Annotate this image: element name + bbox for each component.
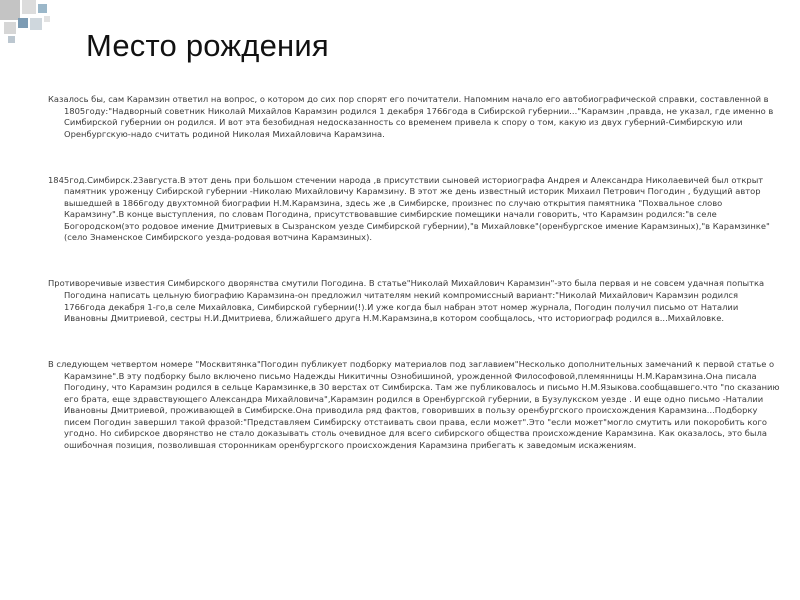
paragraph-1: Казалось бы, сам Карамзин ответил на вопрос, о котором до сих пор спорят его почитатели. Напомним начало его автобиографической справки, составленной в 1805году:"Надворный советник Николай Михайлов Карамзин родился 1 декабря 1766года в Сибирской губернии..."Карамзин ,правда, не указал, где именно в Симбирской губернии он родился. И вот эта безобидная недосказанность со временем привела к спору о том, какую из двух губерний-Симбирскую или Оренбургскую-надо считать родиной Николая Михайловича Карамзина. [48, 94, 774, 139]
decor-square-6 [30, 18, 42, 30]
decor-square-8 [44, 16, 50, 22]
paragraph-2: 1845год.Симбирск.23августа.В этот день при большом стечении народа ,в присутствии сыновей историографа Андрея и Александра Николаевичей был открыт памятник уроженцу Сибирской губернии -Николаю Михайловичу Карамзину. В этот же день известный историк Михаил Петрович Погодин , будущий автор вышедшей в 1866году двухтомной биографии Н.М.Карамзина, здесь же ,в Симбирске, произнес по случаю открытия памятника "Похвальное слово Карамзину".В конце выступления, по словам Погодина, присутствовавшие симбирские помещики начали говорить, что Карамзин родился:"в селе Богородском(это родовое имение Дмитриевых в Сызранском уезде Симбирской губернии),"в Михайловке"(оренбургское имение Карамзиных),"в Карамзинке"(село Знаменское Симбирского уезда-родовая вотчина Карамзиных). [48, 174, 770, 243]
corner-decoration [0, 0, 60, 50]
paragraph-3: Противоречивые известия Симбирского дворянства смутили Погодина. В статье"Николай Михайлович Карамзин"-это была первая и не совсем удачная попытка Погодина написать цельную биографию Карамзина-он предложил читателям некий компромиссный вариант:"Николай Михайлович Карамзин родился 1766года декабря 1-го,в селе Михайловка, Симбирской губернии(!).И уже когда был набран этот номер журнала, Погодин получил письмо от Наталии Ивановны Дмитриевой, сестры Н.И.Дмитриева, ближайшего друга Н.М.Карамзина,в котором сообщалось, что историограф родился в...Михайловке. [48, 278, 765, 324]
decor-square-3 [38, 4, 47, 13]
slide-body [48, 94, 780, 486]
slide-title: Место рождения [86, 28, 329, 63]
paragraph-4: В следующем четвертом номере "Москвитянка"Погодин публикует подборку материалов под заглавием"Несколько дополнительных замечаний к первой статье о Карамзине".В эту подборку было включено письмо Надежды Никитичны Ознобишиной, урожденной Философовой,племянницы Н.М.Карамзина.Она писала Погодину, что Карамзин родился в сельце Карамзинке,в 30 верстах от Симбирска. Там же публиковалось и письмо Н.М.Языкова.сообщавшего.что "по сказанию его брата, еще здравствующего Александра Михайловича",Карамзин родился в Оренбургской губернии, в Бузулукском уезде . И еще одно письмо -Наталии Ивановны Дмитриевой, проживающей в Симбирске.Она приводила ряд фактов, говоривших в пользу оренбургского происхождения Карамзина...Подборку писем Погодин завершил такой фразой:"Представляем Симбирску отстаивать свои права, если может".Это "если может"могло смутить или покоробить кого угодно. Но сибирское дворянство не стало доказывать столь очевидное для всего сибирского общества происхождение Карамзина. Как оказалось, это была ошибочная позиция, позволившая сторонникам оренбургского происхождения Карамзина прибегать к заведомым искажениям. [48, 359, 780, 450]
decor-square-7 [8, 36, 15, 43]
decor-square-2 [22, 0, 36, 14]
decor-square-1 [0, 0, 20, 20]
decor-square-4 [4, 22, 16, 34]
decor-square-5 [18, 18, 28, 28]
